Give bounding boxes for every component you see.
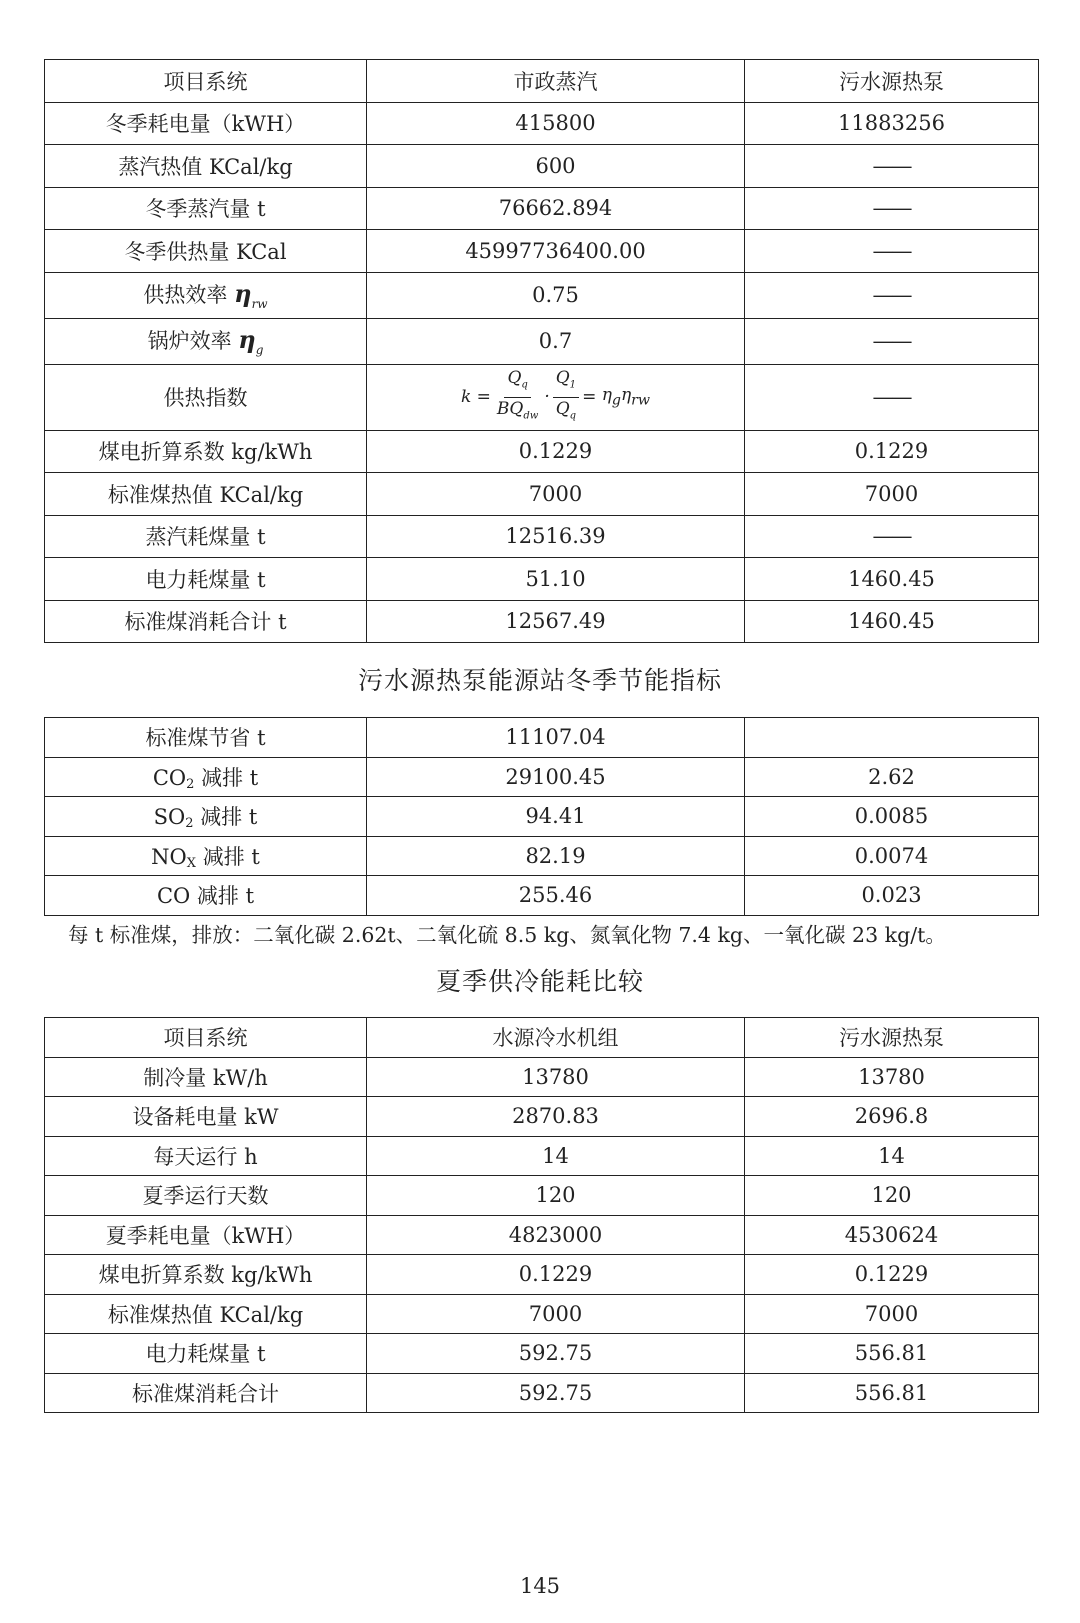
emission-factor: 0.0085 <box>745 797 1039 837</box>
cell-value: 556.81 <box>745 1334 1039 1374</box>
table-row <box>45 1176 1039 1216</box>
page-number: 145 <box>519 1574 561 1598</box>
cell-value: 14 <box>745 1136 1039 1176</box>
table-row <box>45 1294 1039 1334</box>
row-label-text: 锅炉效率 <box>147 329 232 354</box>
cell-value: 592.75 <box>367 1373 745 1413</box>
table-header-row <box>45 60 1039 103</box>
cell-value: —— <box>745 187 1039 230</box>
table-row <box>45 1334 1039 1374</box>
row-label: SO2 减排 t <box>45 797 367 837</box>
table-row <box>45 836 1039 876</box>
row-label: 标准煤节省 t <box>45 718 367 758</box>
cell-value: 11107.04 <box>367 718 745 758</box>
table-row <box>45 797 1039 837</box>
row-label: 标准煤消耗合计 <box>45 1373 367 1413</box>
table-row <box>45 1057 1039 1097</box>
table-row <box>45 757 1039 797</box>
cell-value: 7000 <box>367 1294 745 1334</box>
cell-value: 51.10 <box>367 558 745 601</box>
cell-value: 45997736400.00 <box>367 230 745 273</box>
row-label: 蒸汽耗煤量 t <box>45 515 367 558</box>
row-label: 冬季蒸汽量 t <box>45 187 367 230</box>
cell-value: 82.19 <box>367 836 745 876</box>
cell-value: 0.7 <box>367 318 745 364</box>
cell-value: 11883256 <box>745 102 1039 145</box>
savings-table <box>44 717 1039 916</box>
cell-value: 0.1229 <box>745 430 1039 473</box>
cell-value: 12516.39 <box>367 515 745 558</box>
row-label: 冬季耗电量（kWH） <box>45 102 367 145</box>
table-row <box>45 1373 1039 1413</box>
row-label: 夏季运行天数 <box>45 1176 367 1216</box>
header-cell: 水源冷水机组 <box>367 1018 745 1058</box>
cell-value: 120 <box>367 1176 745 1216</box>
row-label <box>45 272 367 318</box>
cell-value: 94.41 <box>367 797 745 837</box>
cell-value: 2696.8 <box>745 1097 1039 1137</box>
table-row <box>45 515 1039 558</box>
cell-value: 13780 <box>745 1057 1039 1097</box>
cell-value: 0.75 <box>367 272 745 318</box>
row-label-text: 供热效率 <box>143 283 228 308</box>
cell-value: 7000 <box>367 473 745 516</box>
header-cell: 污水源热泵 <box>745 1018 1039 1058</box>
table-row <box>45 187 1039 230</box>
cell-value: 592.75 <box>367 1334 745 1374</box>
table-row <box>45 145 1039 188</box>
cell-value: 7000 <box>745 473 1039 516</box>
cell-value: 415800 <box>367 102 745 145</box>
row-label: 供热指数 <box>45 364 367 430</box>
fraction: $\frac{Q_q}{BQ_{dw}}$ <box>496 368 539 421</box>
table-row <box>45 102 1039 145</box>
table-row <box>45 1136 1039 1176</box>
cell-value: —— <box>745 318 1039 364</box>
table-row <box>45 558 1039 601</box>
cell-value: 29100.45 <box>367 757 745 797</box>
emission-note: 每 t 标准煤，排放：二氧化碳 2.62t、二氧化硫 8.5 kg、氮氧化物 7.4 kg、一氧化碳 23 kg/t。 <box>68 923 946 947</box>
header-cell: 项目系统 <box>45 1018 367 1058</box>
fraction: $\frac{Q_1}{Q_q}$ <box>553 367 579 427</box>
cell-value: 120 <box>745 1176 1039 1216</box>
table-caption: 污水源热泵能源站冬季节能指标 <box>357 666 722 695</box>
cell-value: —— <box>745 230 1039 273</box>
table-row <box>45 318 1039 364</box>
row-label: CO2 减排 t <box>45 757 367 797</box>
row-label: 设备耗电量 kW <box>45 1097 367 1137</box>
cell-value: 600 <box>367 145 745 188</box>
row-label: 标准煤热值 KCal/kg <box>45 473 367 516</box>
row-label: 电力耗煤量 t <box>45 558 367 601</box>
table-row <box>45 430 1039 473</box>
row-label: 冬季供热量 KCal <box>45 230 367 273</box>
cell-value: 4530624 <box>745 1215 1039 1255</box>
table-row <box>45 1097 1039 1137</box>
table-row <box>45 272 1039 318</box>
row-label: CO 减排 t <box>45 876 367 916</box>
winter-heating-table <box>44 59 1039 643</box>
cell-value: 1460.45 <box>745 600 1039 643</box>
header-cell: 污水源热泵 <box>745 60 1039 103</box>
row-label: 电力耗煤量 t <box>45 1334 367 1374</box>
table-row <box>45 876 1039 916</box>
table-caption: 夏季供冷能耗比较 <box>435 967 644 996</box>
row-label: 制冷量 kW/h <box>45 1057 367 1097</box>
row-label: 标准煤消耗合计 t <box>45 600 367 643</box>
row-label: 标准煤热值 KCal/kg <box>45 1294 367 1334</box>
table-row <box>45 364 1039 430</box>
cell-value: 2870.83 <box>367 1097 745 1137</box>
cell-value: 0.1229 <box>367 1255 745 1295</box>
eta-symbol: $\eta_g$ <box>238 325 264 357</box>
eta-symbol: $\eta_{rw}$ <box>234 279 268 311</box>
row-label: NOX 减排 t <box>45 836 367 876</box>
cell-value: —— <box>745 145 1039 188</box>
row-label <box>45 318 367 364</box>
cell-value: 1460.45 <box>745 558 1039 601</box>
cell-value: 556.81 <box>745 1373 1039 1413</box>
table-row <box>45 718 1039 758</box>
table-row <box>45 230 1039 273</box>
cell-value: 14 <box>367 1136 745 1176</box>
header-cell: 市政蒸汽 <box>367 60 745 103</box>
emission-factor: 2.62 <box>745 757 1039 797</box>
table-header-row <box>45 1018 1039 1058</box>
table-row <box>45 1255 1039 1295</box>
cell-value: 4823000 <box>367 1215 745 1255</box>
cell-value: 13780 <box>367 1057 745 1097</box>
row-label: 煤电折算系数 kg/kWh <box>45 1255 367 1295</box>
table-row <box>45 473 1039 516</box>
cell-value: 7000 <box>745 1294 1039 1334</box>
table-row <box>45 600 1039 643</box>
cell-value: 0.1229 <box>367 430 745 473</box>
table-row <box>45 1215 1039 1255</box>
cell-value: 12567.49 <box>367 600 745 643</box>
row-label: 夏季耗电量（kWH） <box>45 1215 367 1255</box>
header-cell: 项目系统 <box>45 60 367 103</box>
cell-value: —— <box>745 515 1039 558</box>
summer-cooling-table <box>44 1017 1039 1413</box>
emission-factor: 0.0074 <box>745 836 1039 876</box>
cell-value: —— <box>745 364 1039 430</box>
cell-value: 76662.894 <box>367 187 745 230</box>
heating-index-formula <box>367 364 745 430</box>
row-label: 蒸汽热值 KCal/kg <box>45 145 367 188</box>
formula: k = $\frac{Q_q}{BQ_{dw}}$ · $\frac{Q_1}{Q_q}$ = $\eta_g$ $\eta_{rw}$ <box>461 367 650 427</box>
row-label: 每天运行 h <box>45 1136 367 1176</box>
row-label: 煤电折算系数 kg/kWh <box>45 430 367 473</box>
cell-value: —— <box>745 272 1039 318</box>
emission-factor <box>745 718 1039 758</box>
cell-value: 255.46 <box>367 876 745 916</box>
cell-value: 0.1229 <box>745 1255 1039 1295</box>
emission-factor: 0.023 <box>745 876 1039 916</box>
